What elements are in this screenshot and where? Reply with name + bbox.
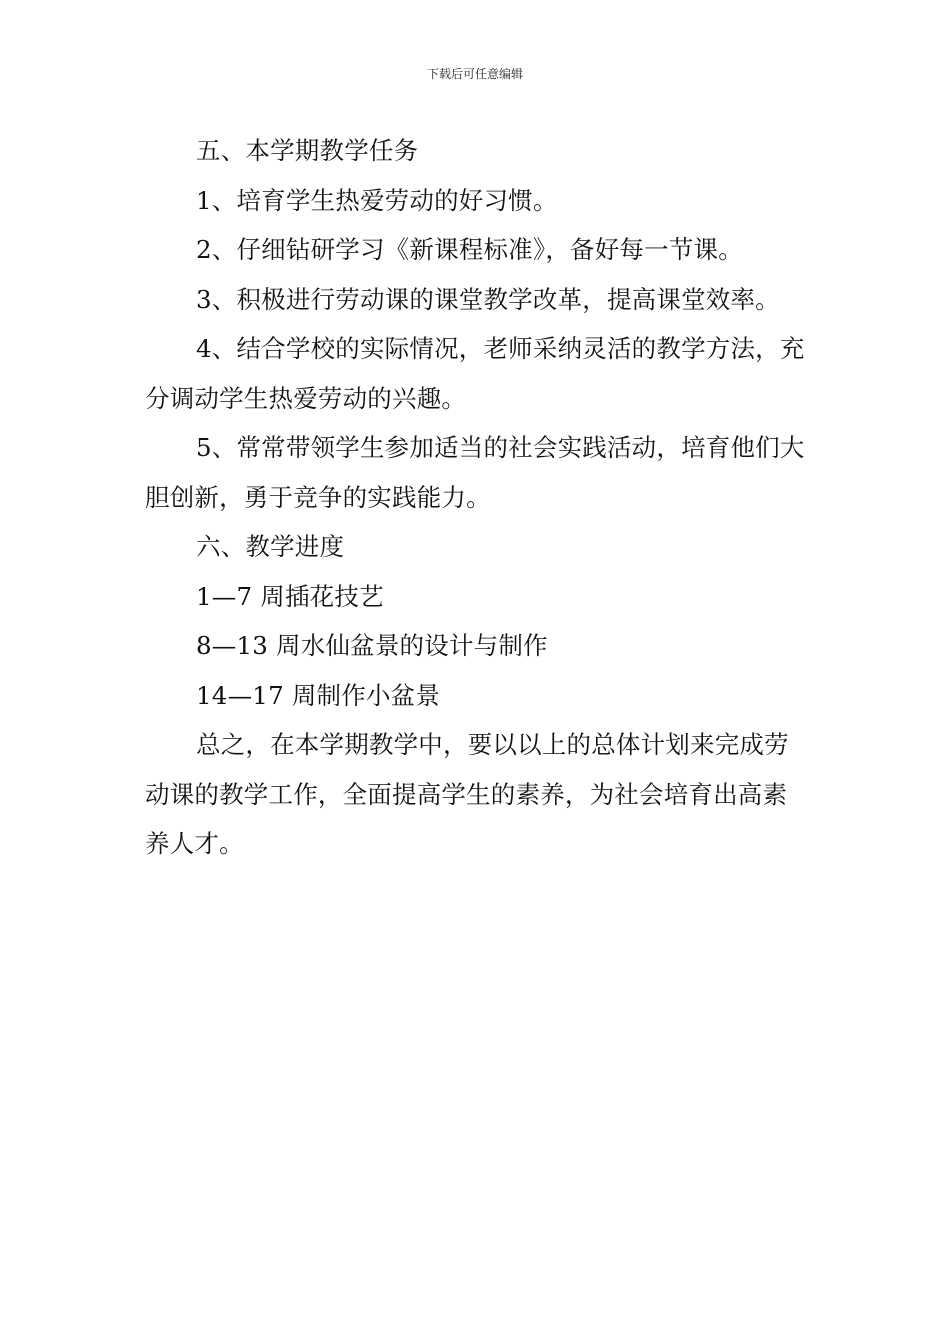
schedule-item-1: 1—7 周插花技艺 <box>196 581 384 611</box>
task-item-1: 1、培育学生热爱劳动的好习惯。 <box>196 185 558 215</box>
task-item-2: 2、仔细钻研学习《新课程标准》，备好每一节课。 <box>196 235 743 264</box>
task-item-3: 3、积极进行劳动课的课堂教学改革，提高课堂效率。 <box>196 284 780 314</box>
schedule-item-3: 14—17 周制作小盆景 <box>196 680 441 710</box>
section-heading-tasks: 五、本学期教学任务 <box>196 136 419 165</box>
task-item-4: 4、结合学校的实际情况，老师采纳灵活的教学方法，充分调动学生热爱劳动的兴趣。 <box>145 334 805 413</box>
schedule-item-2: 8—13 周水仙盆景的设计与制作 <box>196 631 548 660</box>
header-note: 下载后可任意编辑 <box>426 67 523 81</box>
document-body <box>145 126 810 869</box>
task-item-5: 5、常常带领学生参加适当的社会实践活动，培育他们大胆创新，勇于竞争的实践能力。 <box>145 433 805 512</box>
section-heading-schedule: 六、教学进度 <box>196 532 345 561</box>
summary-paragraph: 总之，在本学期教学中，要以以上的总体计划来完成劳动课的教学工作，全面提高学生的素养，为社会培育出高素养人才。 <box>145 730 789 858</box>
